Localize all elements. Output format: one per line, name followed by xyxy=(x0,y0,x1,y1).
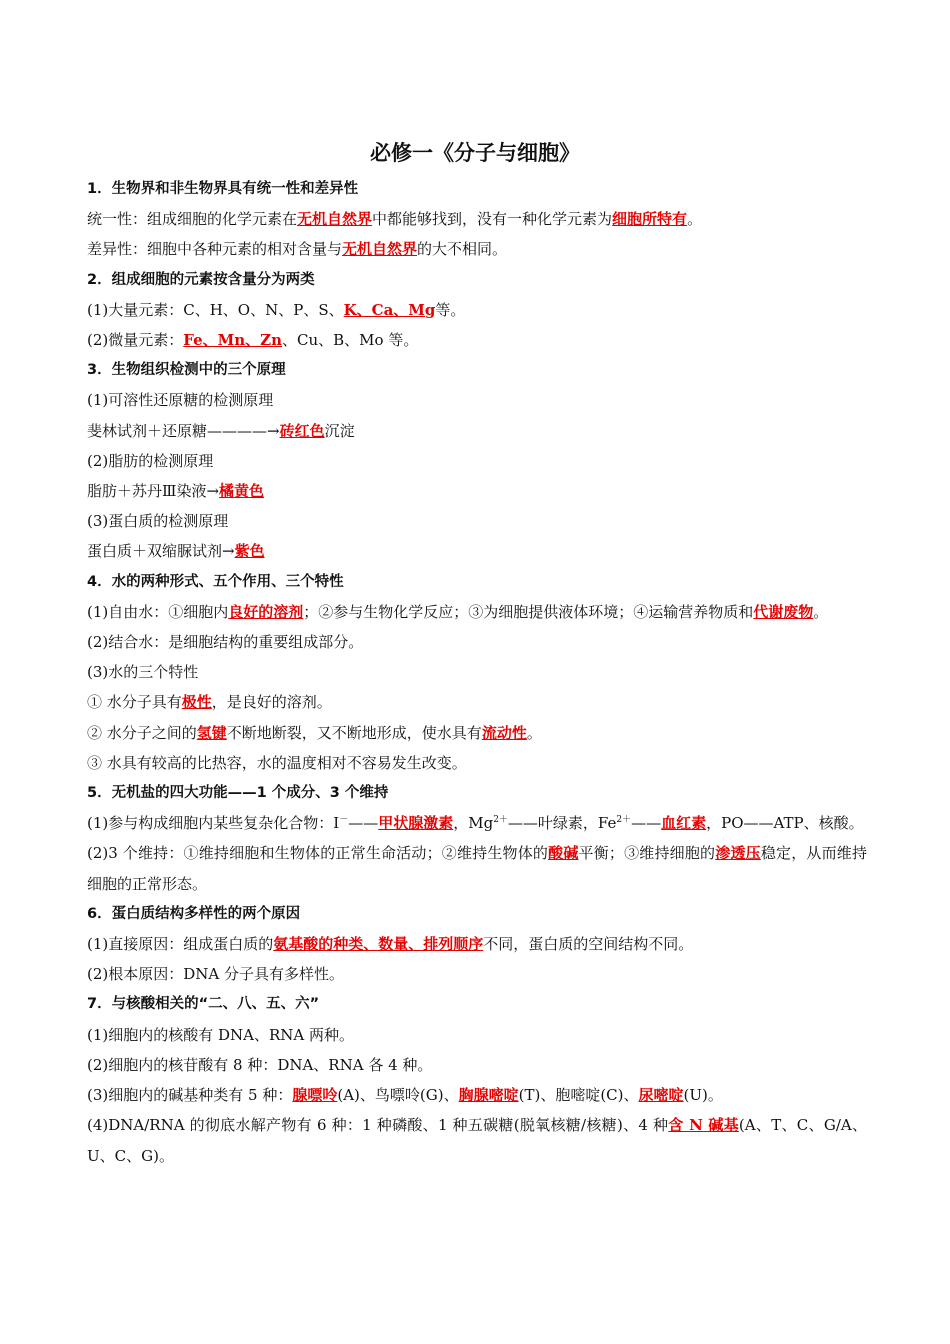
text: 蛋白质＋双缩脲试剂→ xyxy=(87,542,235,561)
root-cause-line: (2)根本原因：DNA 分子具有多样性。 xyxy=(87,965,345,984)
text: ① 水分子具有 xyxy=(87,693,182,712)
protein-test-line xyxy=(87,536,867,566)
section-6-heading: 6．蛋白质结构多样性的两个原因 xyxy=(87,905,301,922)
text: (2)3 个维持：①维持细胞和生物体的正常生命活动；②维持生物体的 xyxy=(87,844,549,863)
text: (1)参与构成细胞内某些复杂化合物：I xyxy=(87,814,340,833)
text: ，PO——ATP、核酸。 xyxy=(706,814,864,833)
sugar-test-line xyxy=(87,416,867,446)
salt-maintain-paragraph xyxy=(87,838,867,898)
free-water-paragraph xyxy=(87,597,867,627)
text: 。 xyxy=(687,210,703,229)
water-properties-title: (3)水的三个特性 xyxy=(87,663,199,682)
document-body xyxy=(87,174,867,1171)
highlight-term: 流动性 xyxy=(481,723,527,742)
text: 脂肪＋苏丹Ⅲ染液→ xyxy=(87,482,220,501)
highlight-term: 代谢废物 xyxy=(753,602,814,621)
superscript: 2＋ xyxy=(493,815,508,826)
micro-elements-line xyxy=(87,325,867,355)
highlight-term: 无机自然界 xyxy=(297,210,373,229)
hydrolysis-paragraph xyxy=(87,1110,867,1170)
highlight-term: 腺嘌呤 xyxy=(292,1086,338,1105)
highlight-term: 紫色 xyxy=(234,542,265,561)
text: 统一性：组成细胞的化学元素在 xyxy=(87,210,298,229)
text: (4)DNA/RNA 的彻底水解产物有 6 种：1 种磷酸、1 种五碳糖(脱氧核糖/核糖)、4 种 xyxy=(87,1116,669,1135)
text: (2)微量元素： xyxy=(87,331,184,350)
text: (A)、鸟嘌呤(G)、 xyxy=(337,1086,459,1105)
text: ，Mg xyxy=(453,814,494,833)
text: (3)细胞内的碱基种类有 5 种： xyxy=(87,1086,293,1105)
highlight-term: 砖红色 xyxy=(279,421,325,440)
highlight-term: 酸碱 xyxy=(548,844,579,863)
text: 斐林试剂＋还原糖————→ xyxy=(87,421,280,440)
text: ② 水分子之间的 xyxy=(87,723,197,742)
salt-compound-paragraph xyxy=(87,808,867,838)
text: 稳定，从而维持细胞的正常形态。 xyxy=(87,844,867,893)
text: (1)自由水：①细胞内 xyxy=(87,602,229,621)
highlight-term: 橘黄色 xyxy=(219,482,265,501)
section-3-heading: 3．生物组织检测中的三个原理 xyxy=(87,362,286,379)
nucleic-acid-line: (1)细胞内的核酸有 DNA、RNA 两种。 xyxy=(87,1025,355,1044)
nucleotide-line: (2)细胞内的核苷酸有 8 种：DNA、RNA 各 4 种。 xyxy=(87,1055,433,1074)
text: 。 xyxy=(813,602,829,621)
text: 中都能够找到，没有一种化学元素为 xyxy=(372,210,613,229)
text: —— xyxy=(631,814,662,833)
text: 。 xyxy=(526,723,542,742)
text: 的大不相同。 xyxy=(417,240,508,259)
highlight-term: 甲状腺激素 xyxy=(378,814,454,833)
page-title: 必修一《分子与细胞》 xyxy=(370,141,580,165)
text: (1)大量元素：C、H、O、N、P、S、 xyxy=(87,300,344,319)
section-4-heading: 4．水的两种形式、五个作用、三个特性 xyxy=(87,573,344,590)
highlight-term: 细胞所特有 xyxy=(612,210,688,229)
text: 差异性：细胞中各种元素的相对含量与 xyxy=(87,240,343,259)
water-property-3: ③ 水具有较高的比热容，水的温度相对不容易发生改变。 xyxy=(87,753,467,772)
text: (T)、胞嘧啶(C)、 xyxy=(518,1086,639,1105)
difference-line xyxy=(87,234,867,264)
highlight-term: 胸腺嘧啶 xyxy=(458,1086,519,1105)
fat-test-title: (2)脂肪的检测原理 xyxy=(87,451,214,470)
sugar-test-title: (1)可溶性还原糖的检测原理 xyxy=(87,391,274,410)
text: ，是良好的溶剂。 xyxy=(211,693,332,712)
highlight-term: 氢键 xyxy=(196,723,227,742)
highlight-term: Fe、Mn、Zn xyxy=(183,331,282,350)
section-7-heading: 7．与核酸相关的“二、八、五、六” xyxy=(87,996,320,1013)
protein-test-title: (3)蛋白质的检测原理 xyxy=(87,512,229,531)
section-2-heading: 2．组成细胞的元素按含量分为两类 xyxy=(87,271,315,288)
text: (U)。 xyxy=(683,1086,723,1105)
highlight-term: 极性 xyxy=(181,693,212,712)
section-1-heading: 1．生物界和非生物界具有统一性和差异性 xyxy=(87,181,359,197)
text: 、Cu、B、Mo 等。 xyxy=(282,331,419,350)
text: 等。 xyxy=(435,300,466,319)
highlight-term: 良好的溶剂 xyxy=(228,602,304,621)
text: 沉淀 xyxy=(324,421,355,440)
text: 不同，蛋白质的空间结构不同。 xyxy=(483,935,694,954)
text: (A、T、C、G/A、U、C、G)。 xyxy=(87,1116,867,1165)
water-property-2 xyxy=(87,718,867,748)
text: ——叶绿素，Fe xyxy=(507,814,617,833)
superscript: 2＋ xyxy=(616,815,632,826)
base-types-line xyxy=(87,1080,867,1110)
text: —— xyxy=(348,814,379,833)
unity-line xyxy=(87,204,867,234)
highlight-term: 氨基酸的种类、数量、排列顺序 xyxy=(273,935,484,954)
text: 不断地断裂，又不断地形成，使水具有 xyxy=(226,723,482,742)
highlight-term: 血红素 xyxy=(661,814,707,833)
text: 平衡；③维持细胞的 xyxy=(578,844,716,863)
text: (1)直接原因：组成蛋白质的 xyxy=(87,935,274,954)
text: ；②参与生物化学反应；③为细胞提供液体环境；④运输营养物质和 xyxy=(303,602,754,621)
section-5-heading: 5．无机盐的四大功能——1 个成分、3 个维持 xyxy=(87,785,389,802)
highlight-term: 尿嘧啶 xyxy=(638,1086,684,1105)
water-property-1 xyxy=(87,687,867,717)
superscript: － xyxy=(339,815,349,826)
highlight-term: 含 N 碱基 xyxy=(668,1116,739,1135)
fat-test-line xyxy=(87,476,867,506)
highlight-term: K、Ca、Mg xyxy=(343,300,436,319)
highlight-term: 无机自然界 xyxy=(342,240,418,259)
macro-elements-line xyxy=(87,295,867,325)
highlight-term: 渗透压 xyxy=(715,844,761,863)
bound-water-line: (2)结合水：是细胞结构的重要组成部分。 xyxy=(87,633,364,652)
direct-cause-line xyxy=(87,929,867,959)
